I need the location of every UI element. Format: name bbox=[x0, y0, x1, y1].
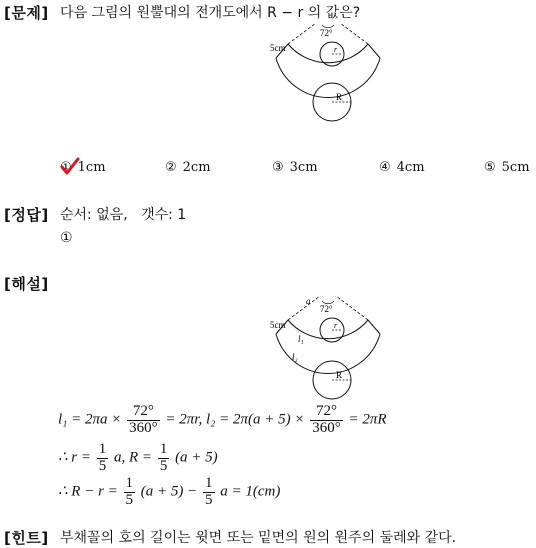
equation-1: l₁ = 2πa × $\frac{72^\circ}{360^\circ}$ = 2πr, l₂ = 2π(a + 5) × $\frac{72^\circ}{360^\circ}$ = 2πR bbox=[58, 403, 387, 436]
explanation-figure bbox=[262, 296, 392, 400]
problem-figure bbox=[262, 24, 392, 124]
slant-label: 5cm bbox=[270, 43, 286, 53]
explanation-tag: [해설] bbox=[4, 275, 49, 293]
choice-3-text: 3cm bbox=[289, 160, 318, 175]
angle-label: 72° bbox=[320, 28, 333, 38]
l1-label: l₁ bbox=[298, 334, 304, 344]
choice-5[interactable] bbox=[484, 160, 530, 175]
choice-4-number: ④ bbox=[379, 160, 391, 175]
choice-1-number: ① bbox=[60, 160, 72, 175]
choice-3[interactable] bbox=[272, 160, 318, 175]
equation-3: ∴ R − r = $\frac{1}{5}$ (a + 5) − $\frac{1}{5}$ a = 1(cm) bbox=[58, 475, 281, 508]
equation-2: ∴ r = $\frac{1}{5}$ a, R = $\frac{1}{5}$ (a + 5) bbox=[58, 441, 218, 474]
choice-2-text: 2cm bbox=[182, 160, 211, 175]
choice-4-text: 4cm bbox=[396, 160, 425, 175]
svg-text:R: R bbox=[336, 370, 343, 380]
choice-2-number: ② bbox=[165, 160, 177, 175]
svg-text:5cm: 5cm bbox=[270, 320, 286, 330]
choice-3-number: ③ bbox=[272, 160, 284, 175]
sector-edge-right bbox=[368, 44, 380, 58]
big-r-label: R bbox=[336, 92, 343, 102]
choice-5-text: 5cm bbox=[501, 160, 530, 175]
check-mark-icon bbox=[60, 157, 80, 175]
problem-tag: [문제] bbox=[4, 4, 49, 22]
angle-label: 72° bbox=[320, 304, 333, 314]
svg-text:r: r bbox=[334, 321, 338, 330]
a-label: a bbox=[306, 296, 311, 306]
small-r-label: r bbox=[334, 45, 338, 54]
hint-tag: [힌트] bbox=[4, 529, 49, 547]
problem-question: 다음 그림의 원뿔대의 전개도에서 R − r 의 값은? bbox=[60, 5, 361, 21]
l2-label: l₂ bbox=[292, 352, 298, 362]
answer-line1: 순서: 없음, 갯수: 1 bbox=[60, 207, 187, 223]
choice-1-text: 1cm bbox=[77, 160, 106, 175]
hint-text: 부채꼴의 호의 길이는 윗면 또는 밑면의 원의 원주의 둘레와 같다. bbox=[60, 530, 457, 546]
choice-4[interactable] bbox=[379, 160, 425, 175]
outer-arc bbox=[276, 58, 380, 97]
answer-tag: [정답] bbox=[4, 206, 49, 224]
choice-2[interactable] bbox=[165, 160, 211, 175]
choice-5-number: ⑤ bbox=[484, 160, 496, 175]
answer-line2: ① bbox=[60, 230, 73, 246]
inner-arc bbox=[288, 44, 368, 63]
